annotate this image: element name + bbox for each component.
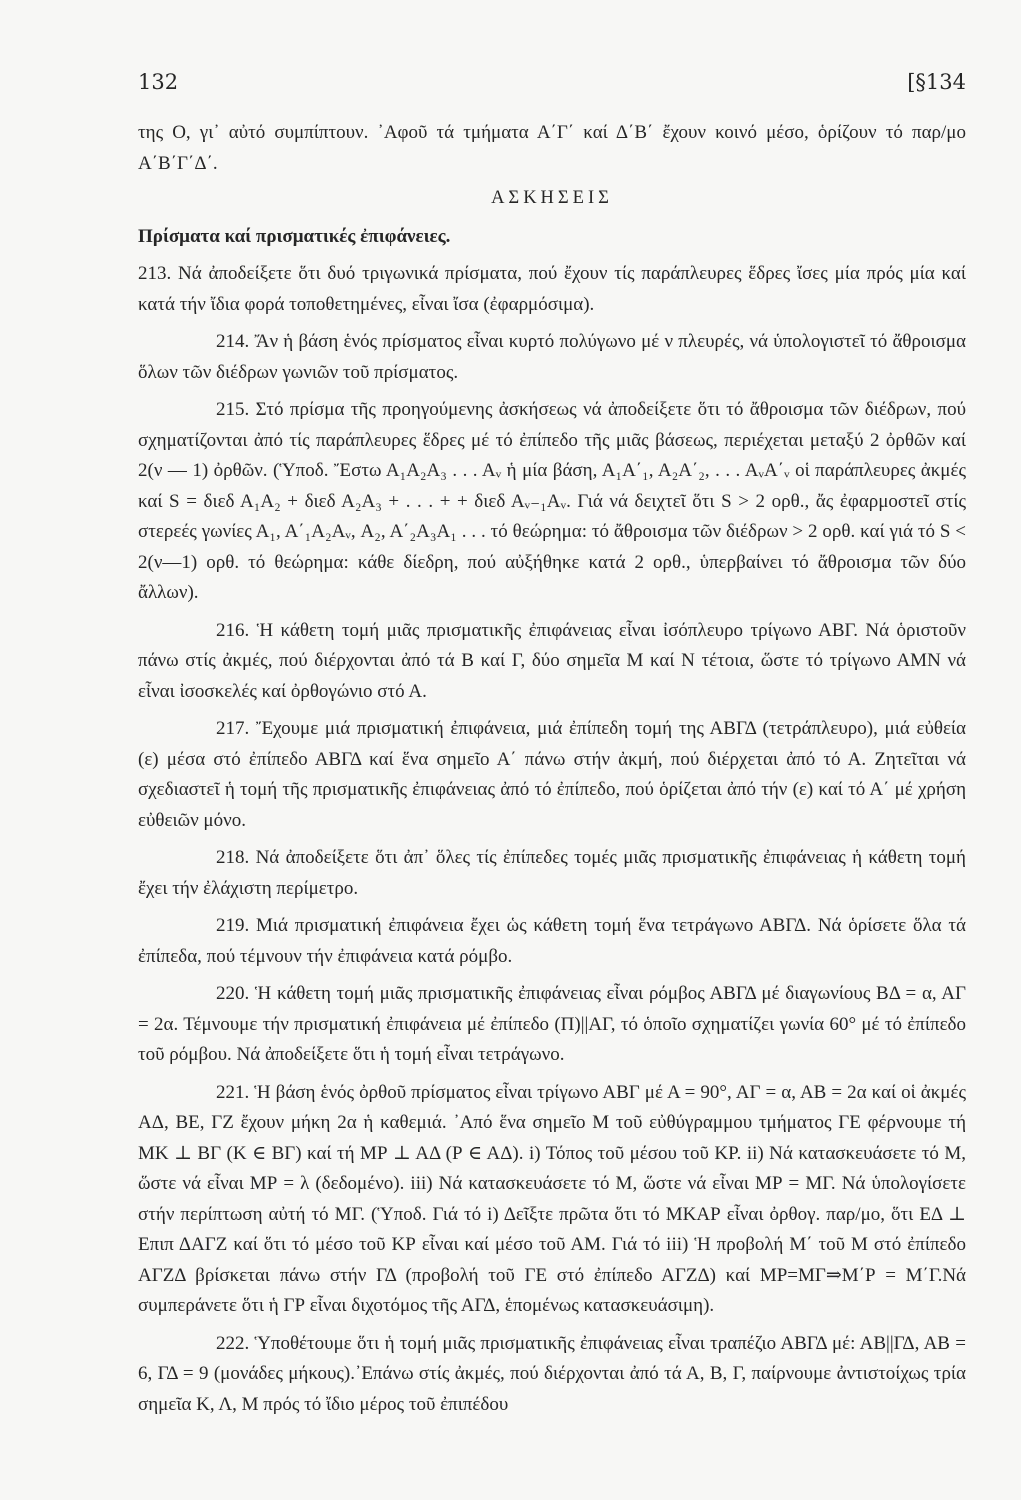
exercise-215: 215. Στό πρίσμα τῆς προηγούμενης ἀσκήσεως νά ἀποδείξετε ὅτι τό ἄθροισμα τῶν διέδρων, πού σχηματίζονται ἀπό τίς παράπλευρες ἕδρες μέ τό ἐπίπεδο τῆς μιᾶς βάσεως, περιέχεται μεταξύ 2 ὀρθῶν καί 2(ν — 1) ὀρθῶν. (Ὑποδ. Ἔστω Α₁Α₂Α₃ . . . Αᵥ ἡ μία βάση, Α₁Α΄₁, Α₂Α΄₂, . . . ΑᵥΑ΄ᵥ οἱ παράπλευρες ἀκμές καί S = διεδ Α₁Α₂ + διεδ Α₂Α₃ + . . . + + διεδ Αᵥ₋₁Αᵥ. Γιά νά δειχτεῖ ὅτι S > 2 ορθ., ἄς ἐφαρμοστεῖ στίς στερεές γωνίες Α₁, Α΄₁Α₂Αᵥ, Α₂, Α΄₂Α₃Α₁ . . . τό θεώρημα: τό ἄθροισμα τῶν διέδρων > 2 ορθ. καί γιά τό S < 2(ν—1) ορθ. τό θεώρημα: κάθε δίεδρη, πού αὐξήθηκε κατά 2 ορθ., ὑπερβαίνει τό ἄθροισμα τῶν δύο ἄλλων). — [138, 399, 966, 603]
exercises-title: ΑΣΚΗΣΕΙΣ — [491, 188, 613, 208]
page-header — [138, 70, 966, 104]
exercise-214: 214. Ἄν ἡ βάση ἑνός πρίσματος εἶναι κυρτό πολύγωνο μέ ν πλευρές, νά ὑπολογιστεῖ τό ἄθροισμα ὅλων τῶν διέδρων γωνιῶν τοῦ πρίσματος. — [138, 331, 966, 383]
exercise-222: 222. Ὑποθέτουμε ὅτι ἡ τομή μιᾶς πρισματικῆς ἐπιφάνειας εἶναι τραπέζιο ΑΒΓΔ μέ: ΑΒ||ΓΔ, ΑΒ = 6, ΓΔ = 9 (μονάδες μήκους).᾽Επάνω στίς ἀκμές, πού διέρχονται ἀπό τά Α, Β, Γ, παίρνουμε ἀντιστοίχως τρία σημεῖα Κ, Λ, Μ πρός τό ἴδιο μέρος τοῦ ἐπιπέδου — [138, 1332, 966, 1415]
exercise-221: 221. Ἡ βάση ἑνός ὀρθοῦ πρίσματος εἶναι τρίγωνο ΑΒΓ μέ Α = 90°, ΑΓ = α, ΑΒ = 2α καί οἱ ἀκμές ΑΔ, ΒΕ, ΓΖ ἔχουν μήκη 2α ἡ καθεμιά. ᾽Από ἕνα σημεῖο Μ τοῦ εὐθύγραμμου τμήματος ΓΕ φέρνουμε τή ΜΚ ⊥ ΒΓ (Κ ∈ ΒΓ) καί τή ΜΡ ⊥ ΑΔ (Ρ ∈ ΑΔ). i) Τόπος τοῦ μέσου τοῦ ΚΡ. ii) Νά κατασκευάσετε τό Μ, ὥστε νά εἶναι ΜΡ = λ (δεδομένο). iii) Νά κατασκευάσετε τό Μ, ὥστε νά εἶναι ΜΡ = ΜΓ. Νά ὑπολογίσετε στήν περίπτωση αὐτή τό ΜΓ. (Ὑποδ. Γιά τό i) Δεῖξτε πρῶτα ὅτι τό ΜΚΑΡ εἶναι ὀρθογ. παρ/μο, ὅτι ΕΔ ⊥ Επιπ ΔΑΓΖ καί ὅτι τό μέσο τοῦ ΚΡ εἶναι καί μέσο τοῦ ΑΜ. Γιά τό iii) Ἡ προβολή Μ΄ τοῦ Μ στό ἐπίπεδο ΑΓΖΔ βρίσκεται πάνω στήν ΓΔ (προβολή τοῦ ΓΕ στό ἐπίπεδο ΑΓΖΔ) καί ΜΡ=ΜΓ⇒Μ΄Ρ = Μ΄Γ.Νά συμπεράνετε ὅτι ἡ ΓΡ εἶναι διχοτόμος τῆς ΑΓΔ, ἑπομένως κατασκευάσιμη). — [138, 1081, 966, 1316]
exercise-220: 220. Ἡ κάθετη τομή μιᾶς πρισματικῆς ἐπιφάνειας εἶναι ρόμβος ΑΒΓΔ μέ διαγωνίους ΒΔ = α, ΑΓ = 2α. Τέμνουμε τήν πρισματική ἐπιφάνεια μέ ἐπίπεδο (Π)||ΑΓ, τό ὁποῖο σχηματίζει γωνία 60° μέ τό ἐπίπεδο τοῦ ρόμβου. Νά ἀποδείξετε ὅτι ἡ τομή εἶναι τετράγωνο. — [138, 983, 966, 1065]
exercise-218: 218. Νά ἀποδείξετε ὅτι ἀπ᾽ ὅλες τίς ἐπίπεδες τομές μιᾶς πρισματικῆς ἐπιφάνειας ἡ κάθετη τομή ἔχει τήν ἐλάχιστη περίμετρο. — [138, 847, 966, 899]
exercises-subtitle: Πρίσματα καί πρισματικές ἐπιφάνειες. — [138, 225, 451, 247]
exercise-213: 213. Νά ἀποδείξετε ὅτι δυό τριγωνικά πρίσματα, πού ἔχουν τίς παράπλευρες ἕδρες ἴσες μία πρός μία καί κατά τήν ἴδια φορά τοποθετημένες, εἶναι ἴσα (ἐφαρμόσιμα). — [138, 263, 966, 315]
exercise-217: 217. Ἔχουμε μιά πρισματική ἐπιφάνεια, μιά ἐπίπεδη τομή της ΑΒΓΔ (τετράπλευρο), μιά εὐθεία (ε) μέσα στό ἐπίπεδο ΑΒΓΔ καί ἕνα σημεῖο Α΄ πάνω στήν ἀκμή, πού διέρχεται ἀπό τό Α. Ζητεῖται νά σχεδιαστεῖ ἡ τομή τῆς πρισματικῆς ἐπιφάνειας ἀπό τό ἐπίπεδο, πού ὁρίζεται ἀπό τήν (ε) καί τό Α΄ μέ χρήση εὐθειῶν μόνο. — [138, 718, 966, 831]
intro-paragraph: της Ο, γι᾽ αὐτό συμπίπτουν. ᾽Αφοῦ τά τμήματα Α΄Γ΄ καί Δ΄Β΄ ἔχουν κοινό μέσο, ὁρίζουν τό παρ/μο Α΄Β΄Γ΄Δ΄. — [138, 122, 966, 174]
page-number: 132 — [138, 70, 179, 94]
exercise-219: 219. Μιά πρισματική ἐπιφάνεια ἔχει ὡς κάθετη τομή ἕνα τετράγωνο ΑΒΓΔ. Νά ὁρίσετε ὅλα τά ἐπίπεδα, πού τέμνουν τήν ἐπιφάνεια κατά ρόμβο. — [138, 915, 966, 967]
exercise-list — [138, 259, 966, 1420]
exercise-216: 216. Ἡ κάθετη τομή μιᾶς πρισματικῆς ἐπιφάνειας εἶναι ἰσόπλευρο τρίγωνο ΑΒΓ. Νά ὁριστοῦν πάνω στίς ἀκμές, πού διέρχονται ἀπό τά Β καί Γ, δύο σημεῖα Μ καί Ν τέτοια, ὥστε τό τρίγωνο ΑΜΝ νά εἶναι ἰσοσκελές καί ὀρθογώνιο στό Α. — [138, 619, 966, 702]
page-content — [138, 118, 966, 1420]
section-reference: [§134 — [907, 70, 966, 94]
